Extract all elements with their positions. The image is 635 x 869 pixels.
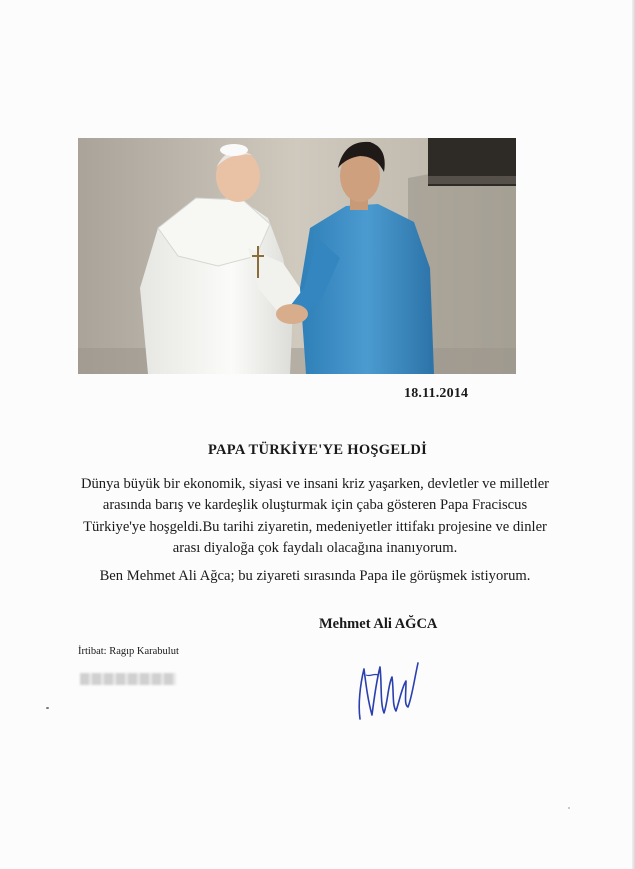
- signatory-name: Mehmet Ali AĞCA: [319, 616, 438, 632]
- redacted-phone: [80, 673, 176, 685]
- contact-line: İrtibat: Ragıp Karabulut: [78, 646, 179, 657]
- body-paragraph-1: Dünya büyük bir ekonomik, siyasi ve insani kriz yaşarken, devletler ve milletler arasında barış ve kardeşlik oluşturmak için çaba gösteren Papa Fraciscus Türkiye'ye hoşgeldi.Bu tarihi ziyaretin, medeniyetler ittifakı projesine ve dinler arası diyaloğa çok faydalı olacağına inanıyorum.: [80, 476, 550, 557]
- photo: [78, 138, 516, 374]
- body-paragraph-2: Ben Mehmet Ali Ağca; bu ziyareti sırasında Papa ile görüşmek istiyorum.: [99, 568, 531, 584]
- document-title: PAPA TÜRKİYE'YE HOŞGELDİ: [207, 442, 428, 458]
- photo-illustration: [78, 138, 516, 374]
- paper-speck: [568, 807, 570, 809]
- document-date: 18.11.2014: [404, 386, 469, 401]
- paper-speck: [46, 707, 49, 709]
- handwritten-signature: [354, 655, 424, 732]
